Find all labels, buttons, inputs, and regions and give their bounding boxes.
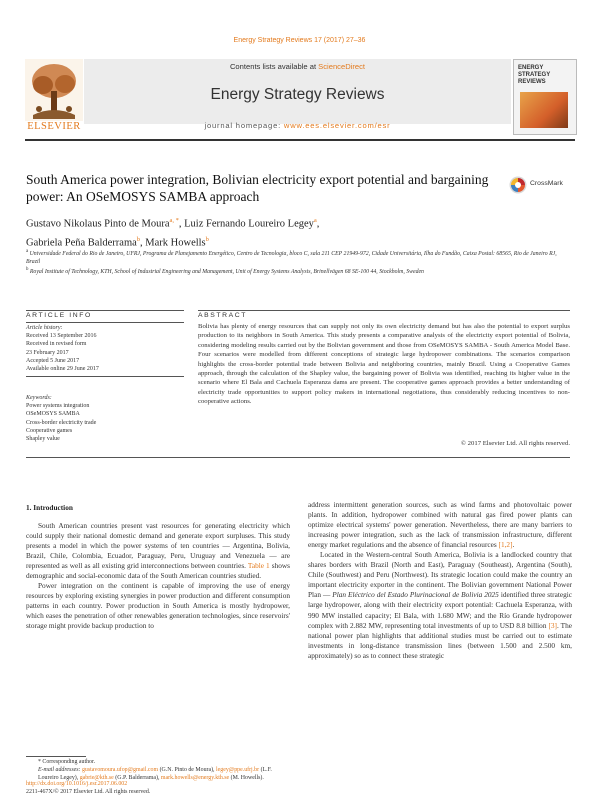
- article-info-heading: ARTICLE INFO: [26, 312, 92, 319]
- affiliation-text: Universidade Federal do Rio de Janeiro, UFRJ, Programa de Planejamento Energético, Centro de Tecnologia, bloco C, sala 211 CEP 21949-972, Cidade Universitária, Ilha do Fundão, Caixa Postal: 68565, Rio de Janeiro RJ, Brazil: [26, 250, 557, 266]
- author-name[interactable]: Gustavo Nikolaus Pinto de Moura: [26, 218, 170, 230]
- footnote: [26, 758, 290, 782]
- plan-title: Plan Eléctrico del Estado Plurinacional de Bolivia 2025: [332, 590, 499, 600]
- table-1-link[interactable]: Table 1: [247, 561, 270, 571]
- author-name[interactable]: Mark Howells: [145, 237, 206, 248]
- affiliations: [26, 248, 566, 276]
- abstract-heading: ABSTRACT: [198, 312, 248, 319]
- section-heading-introduction: 1. Introduction: [26, 503, 73, 512]
- cover-image: [520, 92, 568, 128]
- keywords: [26, 394, 184, 443]
- homepage-prefix: journal homepage:: [204, 121, 284, 130]
- cover-word: STRATEGY: [518, 72, 551, 78]
- keyword: Shapley value: [26, 436, 60, 443]
- elsevier-wordmark: ELSEVIER: [27, 121, 81, 132]
- homepage-line: [84, 121, 511, 130]
- email-link[interactable]: gabrie@kth.se: [79, 775, 114, 782]
- history-entry: 23 February 2017: [26, 349, 69, 356]
- history-entry: Received 13 September 2016: [26, 333, 97, 340]
- author-separator: ,: [140, 237, 146, 248]
- abstract-copyright: © 2017 Elsevier Ltd. All rights reserved.: [460, 440, 570, 447]
- history-entry: Available online 29 June 2017: [26, 366, 99, 373]
- author-separator: ,: [178, 218, 185, 230]
- journal-reference[interactable]: Energy Strategy Reviews 17 (2017) 27–36: [233, 37, 366, 44]
- paragraph-text: address intermittent generation sources, such as wind farms and photovoltaic power plants. In addition, hydropower combined with natural gas fired power plants can optimize electrical systems' power generation. Nevertheless, there are many barriers to increasing power integration, such as the lack of transmission infrastructure, different energy market regulations and the absence of financial resources: [308, 500, 572, 550]
- author-name[interactable]: Luiz Fernando Loureiro Legey: [184, 218, 314, 230]
- abstract-rule: [198, 310, 570, 311]
- keywords-label: Keywords:: [26, 395, 52, 401]
- email-link[interactable]: legey@ppe.ufrj.br: [216, 767, 260, 774]
- crossmark-icon: [509, 176, 527, 194]
- paragraph-text: The national power plan highlights that additional studies must be carried out to estimate investments in long-distance transmission lines (between 1.500 and 2.500 km, approximately) so as to connect these strategic: [308, 620, 572, 660]
- reference-link[interactable]: [1,2]: [498, 540, 513, 550]
- author-affiliation-mark[interactable]: a, *: [169, 217, 179, 224]
- affiliation-item: [26, 248, 566, 266]
- author-affiliation-mark[interactable]: b: [205, 235, 209, 243]
- email-owner: (M. Howells).: [230, 775, 264, 782]
- affiliation-mark: b: [26, 267, 29, 273]
- body-column-right: [308, 500, 572, 661]
- paragraph-text: identified three strategic large hydropower, along with their electricity export potential: Cachuela Esperanza, with 990 MW installed capacity; El Bala, with 1.680 MW; and the Río Grande hydropower complex with 2.882 MW, representing total investments of up to USD 8.8 billion: [308, 590, 573, 630]
- keyword: Cooperative games: [26, 427, 73, 434]
- email-link[interactable]: gustavomoura.ufop@gmail.com: [81, 767, 159, 774]
- reference-link[interactable]: [3]: [548, 620, 557, 630]
- paragraph: address intermittent generation sources, such as wind farms and photovoltaic power plants. In addition, hydropower combined with natural gas fired power plants can optimize electrical systems' power generation. Nevertheless, there are many barriers to increasing power integration, such as the lack of transmission infrastructure, different energy market regulations and the absence of financial resources [1,2].: [308, 500, 572, 550]
- doi-link[interactable]: http://dx.doi.org/10.1016/j.esr.2017.06.002: [26, 781, 128, 787]
- email-owner: (L.F. Loureiro Legey),: [38, 767, 272, 782]
- affiliation-item: [26, 266, 566, 276]
- history-entry: Received in revised form: [26, 341, 87, 348]
- keyword: OSeMOSYS SAMBA: [26, 411, 80, 418]
- article-info-rule: [26, 376, 184, 377]
- author-affiliation-mark[interactable]: b: [136, 235, 141, 243]
- abstract-text: Bolivia has plenty of energy resources that can supply not only its own electricity demand but has also the potential to export surplus production to its neighbors in South America. This study presents a comparative analysis of the electricity export potential of Bolivia, considering modeling results carried out by the Bolivian government and those from OSeMOSYS SAMBA - South America Model Base. Four scenarios were modelled from different conceptions of strategic large hydropower combinations. The scenarios comparison highlights the cross-border potential trade between Bolivia and neighboring countries, mainly Brazil. Using a Cooperative Games approach, through the calculation of the Shapley value, the bargaining power of Bolivia was identified, reaching its higher value in the scenario where El Bala and Cachuela Esperanza dams are present. The cooperative games approach provides a better understanding of electricity trade opportunities to support policy makers in international negotiations, thus considerably reducing incentives to non-cooperative actions.: [198, 323, 570, 406]
- author-separator: ,: [316, 218, 320, 230]
- issn-copyright: 2211-467X/© 2017 Elsevier Ltd. All rights reserved.: [26, 789, 151, 796]
- email-owner: (G.N. Pinto de Moura),: [159, 767, 215, 774]
- paragraph-text: shows demographic and social-economic data of the South American countries studied.: [26, 561, 290, 581]
- paragraph-text: Located in the Western-central South America, Bolivia is a landlocked country that shares borders with Brazil (North and East), Paraguay (Southeast), Argentina (South), Chile (Southwest) and Peru (Northwest). Its strategic location could make the country an important electricity exporter in the continent. The Bolivian government National Power Plan —: [308, 550, 572, 600]
- footnote-rule: [26, 756, 86, 757]
- paragraph: Located in the Western-central South America, Bolivia is a landlocked country that shares borders with Brazil (North and East), Paraguay (Southeast), Argentina (South), Chile (Southwest) and Peru (Northwest). Its strategic location could make the country an important electricity exporter in the continent. The Bolivian government National Power Plan — Plan Eléctrico del Estado Plurinacional de Bolivia 2025 identified three strategic large hydropower, along with their electricity export potential: Cachuela Esperanza, with 990 MW installed capacity; El Bala, with 1.680 MW; and the Río Grande hydropower complex with 2.882 MW, representing total investments of up to USD 8.8 billion [3]. The national power plan highlights that additional studies must be carried out to estimate investments in long-distance transmission lines (between 1.500 and 2.500 km, approximately) so as to connect these strategic: [308, 550, 573, 660]
- keyword: Cross-border electricity trade: [26, 419, 97, 426]
- article-info-rule: [26, 310, 184, 311]
- homepage-link[interactable]: www.ees.elsevier.com/esr: [283, 121, 391, 130]
- keyword: Power systems integration: [26, 403, 90, 410]
- email-link[interactable]: mark.howells@energy.kth.se: [160, 775, 230, 782]
- paragraph-text: South American countries present vast resources for generating electricity which could supply their national domestic demand and generate export surpluses. This study presents a model in which the power systems of ten countries — Argentina, Bolivia, Brazil, Chile, Colombia, Ecuador, Paraguay, Peru, Uruguay and Venezuela — are represented as well as all existing grid interconnections between countries.: [26, 521, 290, 571]
- article-info-rule: [26, 322, 184, 323]
- elsevier-tree-logo: [25, 59, 83, 121]
- cover-word: ENERGY: [518, 65, 544, 71]
- affiliation-text: Royal Institute of Technology, KTH, School of Industrial Engineering and Management, Unit of Energy Systems Analysis, Brinellvägen 68 SE-100 44, Stockholm, Sweden: [29, 269, 424, 276]
- crossmark-badge[interactable]: [509, 176, 579, 194]
- journal-cover-thumbnail: [513, 59, 577, 135]
- email-label: E-mail addresses:: [38, 767, 81, 774]
- article-history: [26, 324, 184, 373]
- cover-title: [518, 65, 572, 86]
- affiliation-mark: a: [26, 249, 29, 254]
- crossmark-label: CrossMark: [530, 180, 563, 187]
- corresponding-author-text: Corresponding author.: [42, 759, 96, 765]
- contents-line: [84, 62, 511, 71]
- bottom-info: [26, 780, 326, 796]
- email-owner: (G.P. Balderrama),: [115, 775, 160, 782]
- abstract-end-rule: [26, 457, 570, 458]
- corresponding-author-note: * Corresponding author.: [38, 759, 96, 765]
- paragraph: Power integration on the continent is capable of improving the use of energy resources by exploring existing synergies in power production and different consumption patterns in each country. Power production in South America is mostly hydropower, which eases the penetration of other renewables generation technologies, since reservoirs' storage might provide backup production to: [26, 581, 290, 631]
- journal-name: Energy Strategy Reviews: [210, 86, 385, 103]
- contents-prefix: Contents lists available at: [229, 62, 319, 71]
- article-title: South America power integration, Bolivian electricity export potential and bargaining power: An OSeMOSYS SAMBA approach: [26, 172, 489, 204]
- history-label: Article history:: [26, 325, 63, 331]
- author-list: [26, 213, 566, 250]
- cover-word: REVIEWS: [518, 79, 546, 85]
- paragraph: [26, 521, 290, 581]
- history-entry: Accepted 5 June 2017: [26, 357, 80, 364]
- header-rule: [25, 139, 575, 141]
- author-affiliation-mark[interactable]: a: [313, 217, 317, 224]
- author-name[interactable]: Gabriela Peña Balderrama: [26, 237, 137, 248]
- sciencedirect-link[interactable]: ScienceDirect: [318, 62, 366, 71]
- body-column-left: [26, 521, 290, 632]
